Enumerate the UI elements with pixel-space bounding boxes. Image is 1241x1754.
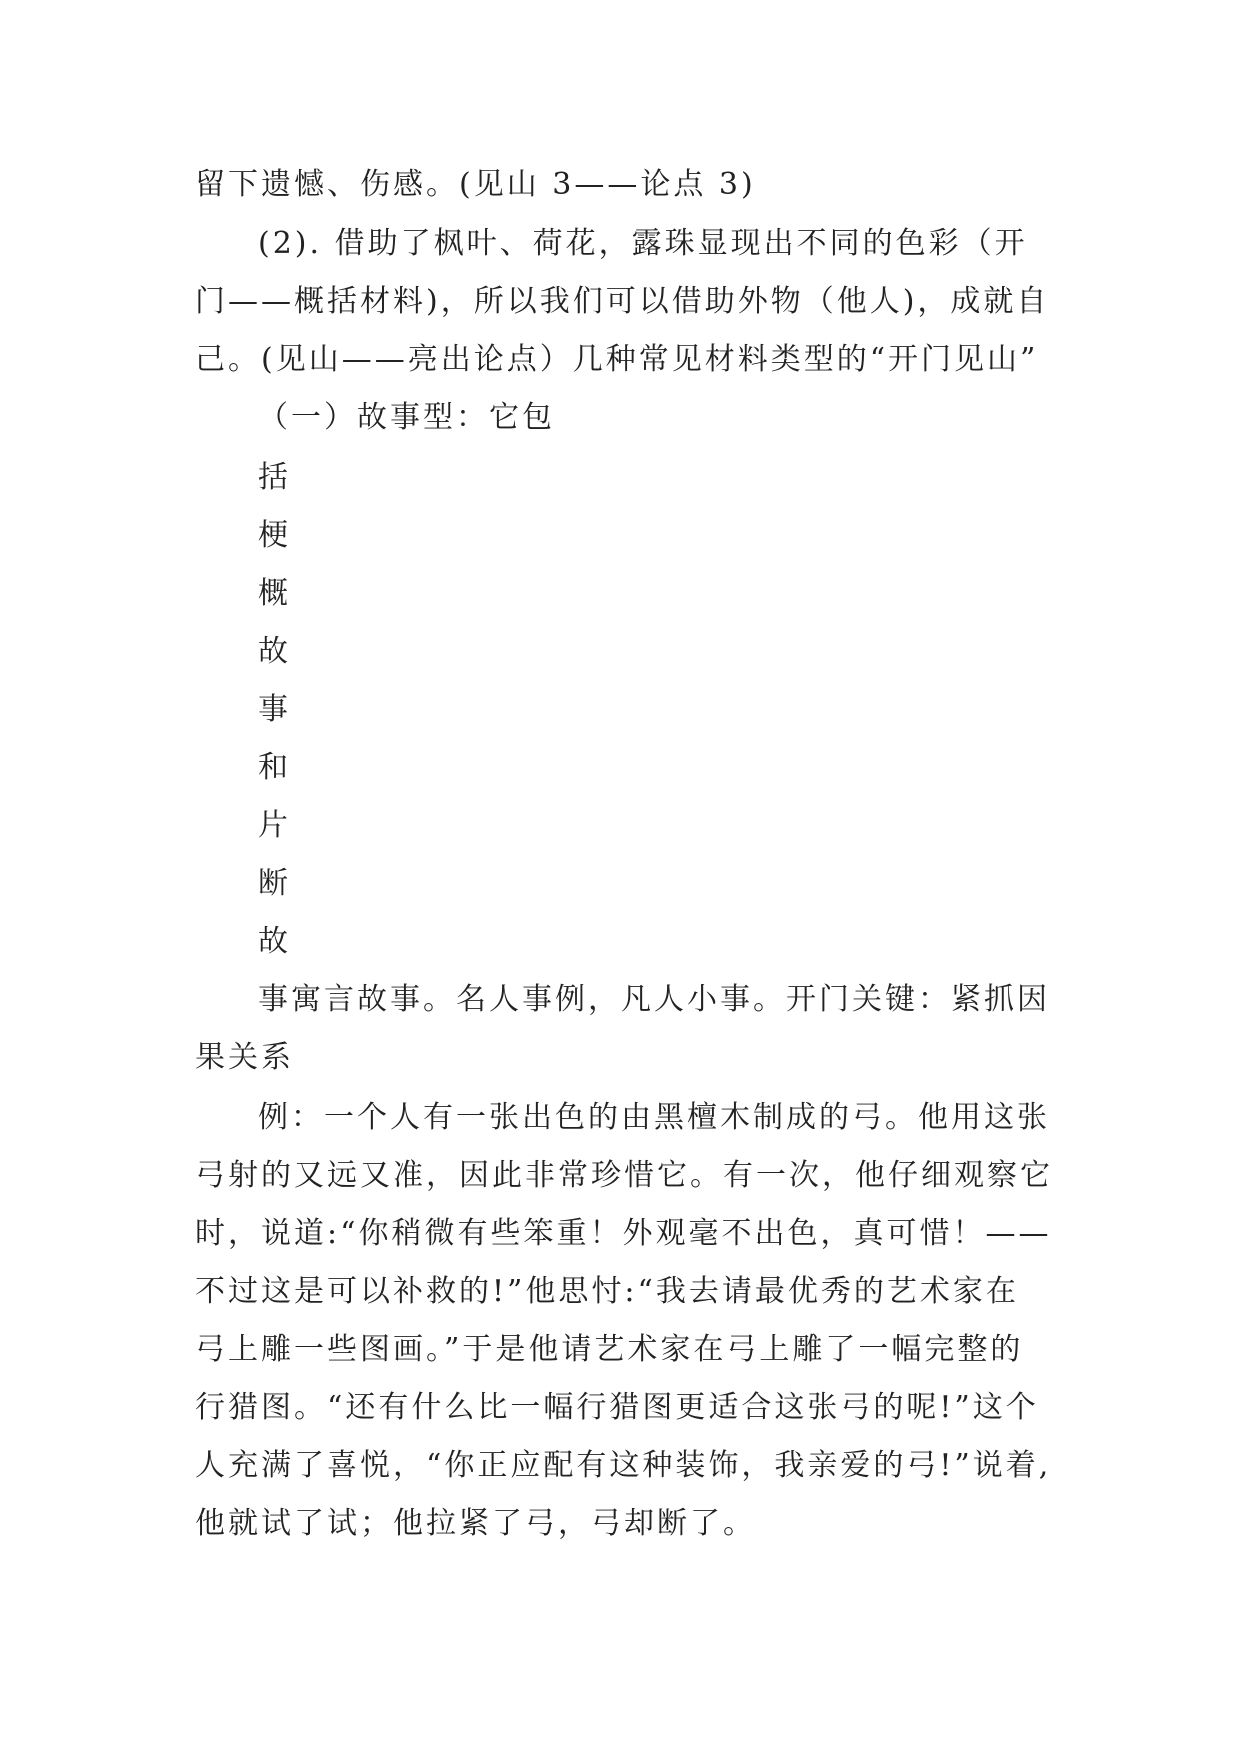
text-line: 行猎图。“还有什么比一幅行猎图更适合这张弓的呢!”这个 [195,1390,1039,1425]
vertical-char: 片 [258,808,288,843]
text-line: 人充满了喜悦，“你正应配有这种装饰，我亲爱的弓!”说着, [195,1448,1052,1483]
vertical-char: 括 [258,460,288,495]
vertical-char: 故 [258,924,288,959]
vertical-char: 概 [258,576,288,611]
text-line: 不过这是可以补救的!”他思忖:“我去请最优秀的艺术家在 [195,1274,1019,1309]
text-line: 己。(见山——亮出论点）几种常见材料类型的“开门见山” [195,342,1039,377]
text-line: 门——概括材料)，所以我们可以借助外物（他人)，成就自 [195,284,1050,319]
text-line: 果关系 [195,1040,294,1075]
text-line: 例：一个人有一张出色的由黑檀木制成的弓。他用这张 [258,1100,1050,1135]
text-line: 留下遗憾、伤感。(见山 3——论点 3) [195,167,756,202]
vertical-char: 事 [258,692,288,727]
vertical-char: 断 [258,866,288,901]
section-heading: （一）故事型：它包 [258,400,555,435]
text-line: 事寓言故事。名人事例，凡人小事。开门关键：紧抓因 [258,982,1050,1017]
text-line: (2). 借助了枫叶、荷花，露珠显现出不同的色彩（开 [258,226,1028,261]
text-line: 时，说道:“你稍微有些笨重！外观毫不出色，真可惜！—— [195,1216,1052,1251]
vertical-char: 梗 [258,518,288,553]
text-line: 弓射的又远又准，因此非常珍惜它。有一次，他仔细观察它 [195,1158,1053,1193]
vertical-char: 故 [258,634,288,669]
text-line: 他就试了试；他拉紧了弓，弓却断了。 [195,1506,756,1541]
vertical-char: 和 [258,750,288,785]
text-line: 弓上雕一些图画。”于是他请艺术家在弓上雕了一幅完整的 [195,1332,1024,1367]
